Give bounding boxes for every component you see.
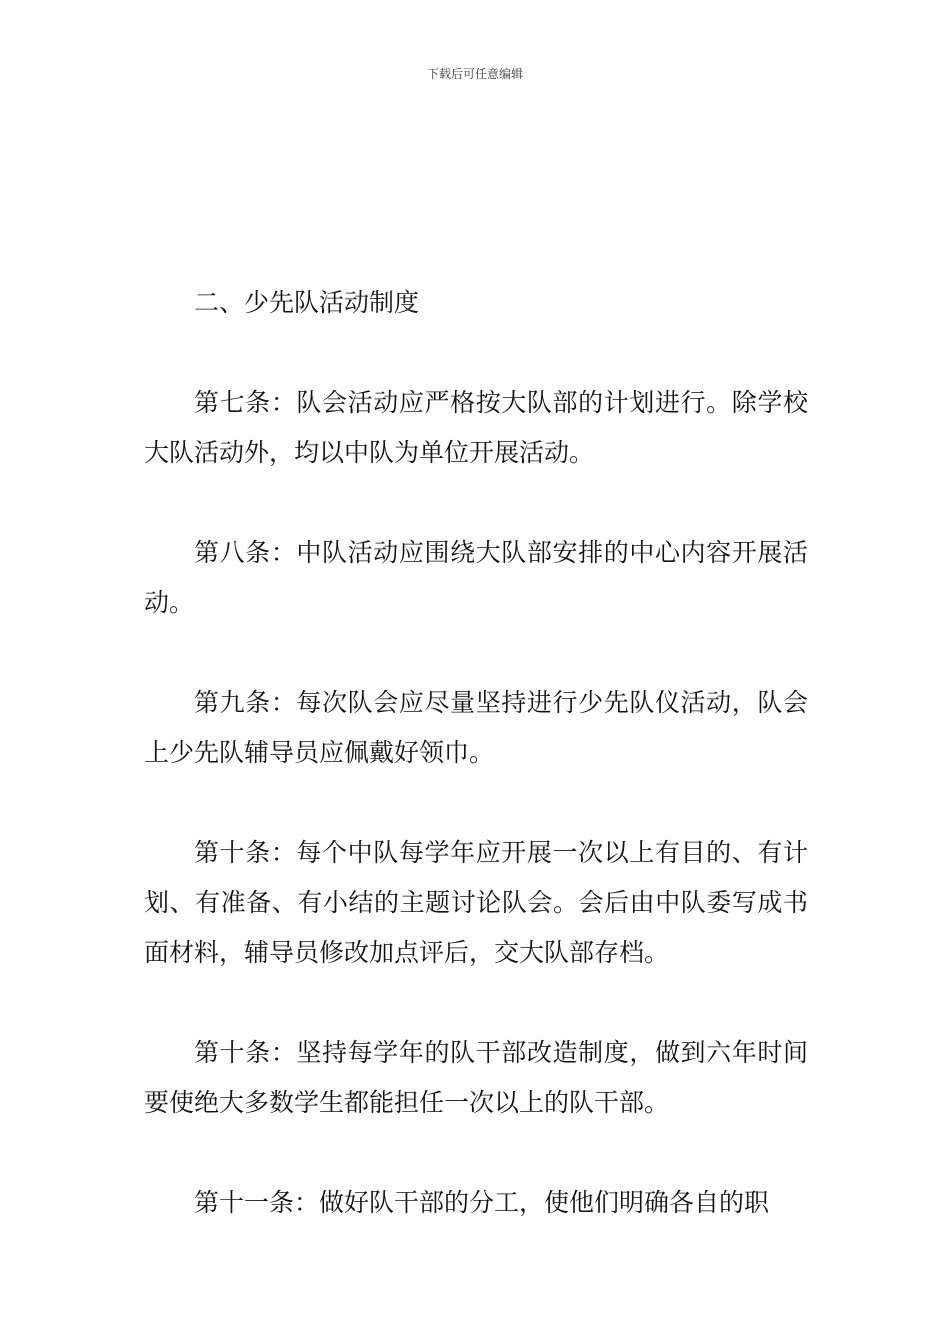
article-7: 第七条：队会活动应严格按大队部的计划进行。除学校大队活动外，均以中队为单位开展活动。: [144, 388, 808, 467]
paragraph-spacer: [144, 1128, 808, 1178]
paragraph-spacer: [144, 478, 808, 528]
article-10-second: 第十条：坚持每学年的队干部改造制度，做到六年时间要使绝大多数学生都能担任一次以上的队干部。: [144, 1038, 808, 1117]
paragraph-spacer: [144, 978, 808, 1028]
paragraph-spacer: [144, 778, 808, 828]
paragraph-spacer: [144, 328, 808, 378]
document-body: [144, 278, 808, 1228]
article-11: 第十一条：做好队干部的分工，使他们明确各自的职: [194, 1188, 770, 1217]
page-header-note: 下载后可任意编辑: [426, 67, 523, 81]
section-title: 二、少先队活动制度: [194, 288, 420, 317]
article-10: 第十条：每个中队每学年应开展一次以上有目的、有计划、有准备、有小结的主题讨论队会。会后由中队委写成书面材料，辅导员修改加点评后，交大队部存档。: [144, 838, 808, 967]
paragraph-spacer: [144, 628, 808, 678]
article-9: 第九条：每次队会应尽量坚持进行少先队仪活动，队会上少先队辅导员应佩戴好领巾。: [144, 688, 808, 767]
article-8: 第八条：中队活动应围绕大队部安排的中心内容开展活动。: [144, 538, 808, 617]
